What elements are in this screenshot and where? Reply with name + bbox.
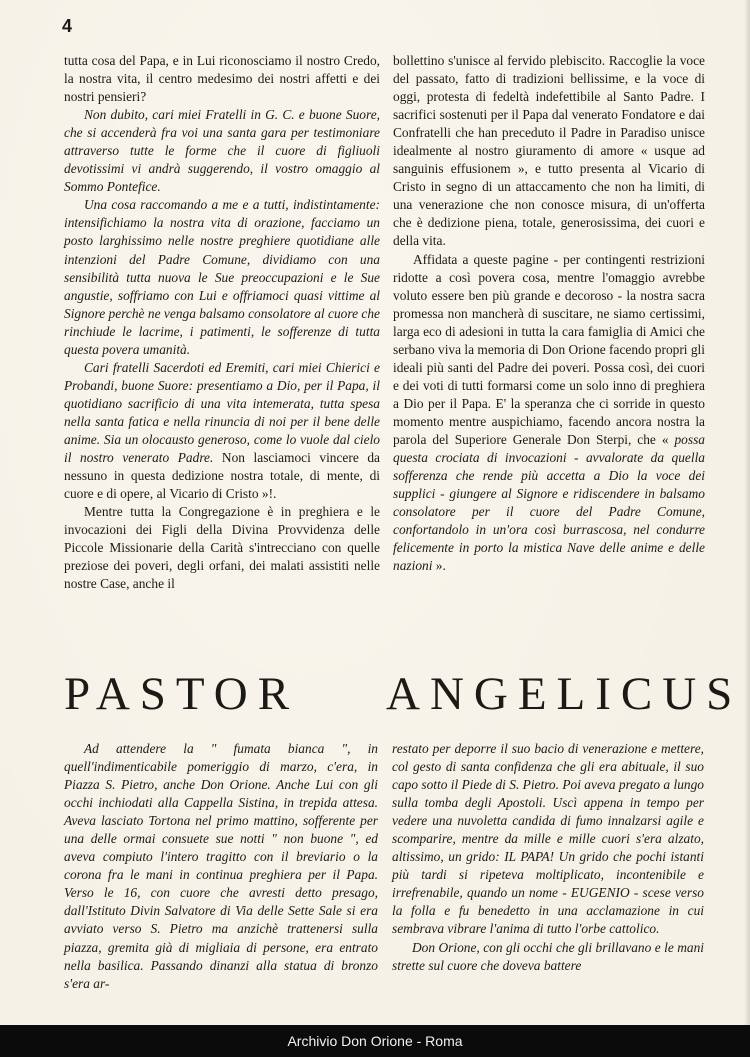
page-number: 4 xyxy=(62,16,73,36)
title-word: PASTOR xyxy=(64,668,300,720)
paragraph-italic xyxy=(64,196,380,358)
right-column-bottom xyxy=(392,740,704,975)
paragraph: Don Orione, con gli occhi che gli brillavano e le mani strette sul cuore che doveva battere xyxy=(392,939,704,973)
italic-text: Cari fratelli Sacerdoti ed Eremiti, cari miei Chierici e Probandi, buone Suore: presentiamo a Dio, per il Papa, il quotidiano sacrificio di una vita intemerata, tutta spesa nella santa fatica e nella rinuncia di noi per il bene delle anime. Sia un olocausto generoso, come lo vuole dal cielo il nostro venerato Padre. xyxy=(64,359,380,466)
italic-text: Una cosa raccomando a me e a tutti, indistintamente: intensifichiamo la nostra vita di orazione, facciamo un posto larghissimo nelle nostre preghiere quotidiane alle intenzioni del Padre Comune, dividiamo con una sensibilità tutta nuova le Sue preoccupazioni e le Sue angustie, soffriamo con Lui e offriamoci quasi vittime al Signore perchè ne venga balsamo consolatore al cuore che rinchiude le lacrime, i patimenti, le sofferenze di tutta questa povera umanità. xyxy=(64,197,380,357)
page-edge-shadow xyxy=(744,0,750,1025)
italic-text: Non dubito, cari miei Fratelli in G. C. e buone Suore, che si accenderà fra voi una santa gara per testimoniare attraverso tutte le forme che il cuore di figliuoli devotissimi vi andrà suggerendo, il vostro omaggio al Sommo Pontefice. xyxy=(64,107,380,195)
italic-quote: possa questa crociata di invocazioni - avvalorate da quella sofferenza che rende più accetta a Dio la voce dei supplici - giungere al Signore e ridiscendere in balsamo consolatore per il cuore del Padre Comune, confortandolo in un'ora così burrascosa, nel condurre felicemente in porto la mistica Nave delle anime e delle nazioni xyxy=(393,431,705,574)
roman-text: ». xyxy=(432,558,446,574)
title-word: ANGELICUS xyxy=(386,668,743,720)
paragraph: Mentre tutta la Congregazione è in preghiera e le invocazioni dei Figli della Divina Provvidenza delle Piccole Missionarie della Carità s'intrecciano con quelle preziose dei poveri, degli orfani, dei malati assistiti nelle nostre Case, anche il xyxy=(64,504,380,592)
paragraph: tutta cosa del Papa, e in Lui riconosciamo il nostro Credo, la nostra vita, il centro medesimo dei nostri affetti e dei nostri pensieri? xyxy=(64,53,380,105)
roman-text: Non lasciamoci vincere da nessuno in questa dedizione nostra totale, di mente, di cuore e di opere, al Vicario di Cristo »!. xyxy=(64,450,380,502)
paragraph: bollettino s'unisce al fervido plebiscito. Raccoglie la voce del passato, fatto di tradizioni bellissime, e la voce di oggi, protesta di fedeltà indefettibile al Santo Padre. I sacrifici sostenuti per il Papa dal venerato Fondatore e dai Confratelli che han preceduto il Padre in Paradiso unisce idealmente al nostro giuramento di amore « usque ad sanguinis effusionem », e tutto presenta al Vicario di Cristo in segno di un attaccamento che non ha limiti, di una venerazione che non conosce misura, di un'offerta che è dedizione piena, totale, generosissima, dei cuori e della vita. xyxy=(393,53,705,249)
paragraph-italic xyxy=(64,106,380,196)
archive-footer: Archivio Don Orione - Roma xyxy=(0,1025,750,1057)
paragraph-mixed xyxy=(64,359,380,503)
paragraph-mixed xyxy=(393,251,705,576)
left-column-bottom xyxy=(64,740,378,993)
article-title xyxy=(64,666,743,722)
right-column-top xyxy=(393,52,705,575)
left-column-top xyxy=(64,52,380,593)
roman-text: Affidata a queste pagine - per contingenti restrizioni ridotte a così povera cosa, mentre l'omaggio avrebbe voluto essere ben più grande e decoroso - la nostra sacra promessa non mancherà di suscitare, ne siamo certissimi, larga eco di adesioni in tutta la cara famiglia di Amici che serbano viva la memoria di Don Orione facendo propri gli ideali più santi del Padre dei poveri. Possa così, dei cuori e dei voti di tutti formarsi come un solo inno di preghiera a Dio per il Papa. E' la speranza che ci sorride in questo momento mentre auspichiamo, facendo ancora nostra la parola del Superiore Generale Don Sterpi, che « xyxy=(393,251,705,447)
paragraph: restato per deporre il suo bacio di venerazione e mettere, col gesto di santa confidenza che gli era abituale, il suo capo sotto il Piede di S. Pietro. Poi aveva pregato a lungo sulla tomba degli Apostoli. Uscì appena in tempo per vedere una nuvoletta candida di fumo innalzarsi agile e scomparire, mentre da mille e mille cuori s'era alzato, altissimo, un grido: IL PAPA! Un grido che pochi istanti più tardi si ripeteva moltiplicato, incontenibile e irrefrenabile, quando un nome - EUGENIO - scese verso la folla e fu benedetto in una acclamazione in cui sembrava vibrare l'anima di tutto l'orbe cattolico. xyxy=(392,741,704,937)
paragraph: Ad attendere la " fumata bianca ", in quell'indimenticabile pomeriggio di marzo, c'era, in Piazza S. Pietro, anche Don Orione. Anche Lui con gli occhi inchiodati alla Cappella Sistina, in trepida attesa. Aveva lasciato Tortona nel primo mattino, sofferente per una delle ormai consuete sue notti " non buone ", ed aveva compiuto l'intero tragitto con il breviario o la corona fra le mani in continua preghiera per il Papa. Verso le 16, con cuore che avresti detto presago, dall'Istituto Divin Salvatore di Via delle Sette Sale si era avviato verso S. Pietro ma anzichè trattenersi sulla piazza, gremita già di migliaia di persone, era entrato nella basilica. Passando dinanzi alla statua di bronzo s'era ar- xyxy=(64,741,378,991)
